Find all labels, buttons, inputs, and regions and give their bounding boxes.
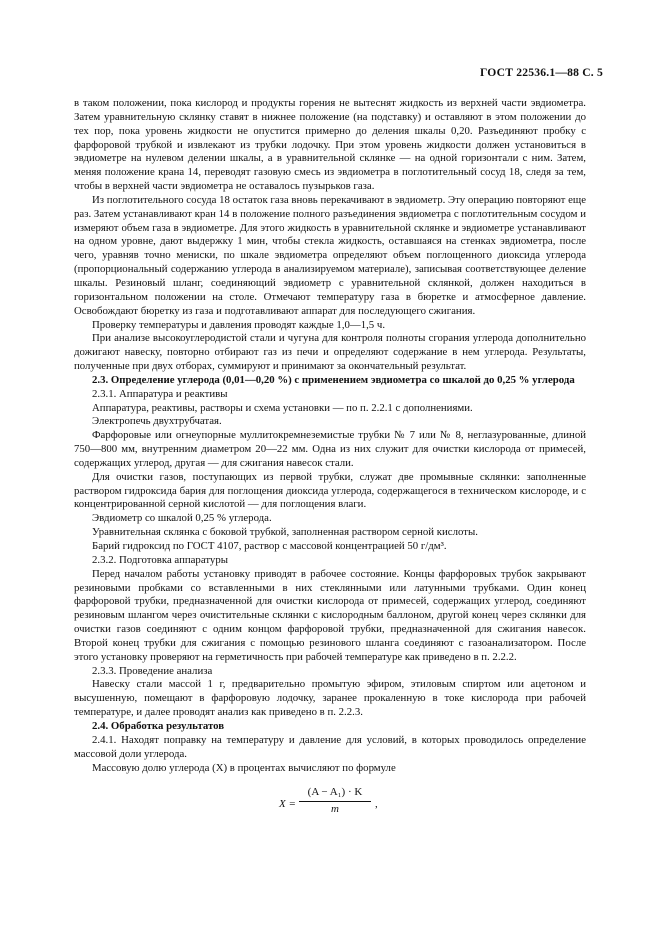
formula-lhs: X = xyxy=(279,798,296,811)
formula-fraction xyxy=(299,786,371,817)
formula-denominator: m xyxy=(331,803,339,816)
subsection-heading: 2.3.1. Аппаратура и реактивы xyxy=(92,387,228,400)
paragraph: Перед началом работы установку приводят в рабочее состояние. Концы фарфоровых трубок закрывают резиновыми пробками со вставленными в них стеклянными или латунными трубками. Один конец фарфоровой трубки, предназначенной для очистки кислорода от примесей, содержащих углерод, соединяют резиновым шлангом через очистительные склянки с кислородным баллоном, другой конец через склянки для очистки газов соединяют с одним концом фарфоровой трубки, предназначенной для сжигания навесок. Второй конец трубки для сжигания с помощью резинового шланга соединяют с газоанализатором. После этого установку проверяют на герметичность при рабочей температуре как приведено в п. 2.2.2. xyxy=(74,567,586,663)
paragraph: в таком положении, пока кислород и продукты горения не вытеснят жидкость из верхней части эвдиометра. Затем уравнительную склянку ставят в нижнее положение (на подставку) и оставляют в этом положении до тех пор, пока уровень жидкости не опустится примерно до деления шкалы 0,20. Разъединяют пробку с фарфоровой трубкой и извлекают из трубки лодочку. При этом уровень жидкости должен установиться в эвдиометре на нулевом делении шкалы, а в уравнительной склянке — на одной горизонтали с ним. Затем, меняя положение крана 14, переводят газовую смесь из эвдиометра в поглотительный сосуд 18, следя за тем, чтобы в верхней части эвдиометра не оставалось пузырьков газа. xyxy=(74,97,586,193)
paragraph: Из поглотительного сосуда 18 остаток газа вновь перекачивают в эвдиометр. Эту операцию повторяют еще раз. Затем устанавливают кран 14 в положение полного разъединения эвдиометра с поглотительным сосудом и измеряют объем газа в эвдиометре. Для этого жидкость в уравнительной склянке и эвдиометре устанавливают на одном уровне, дают выдержку 1 мин, чтобы стекла жидкость, оставшаяся на стенках эвдиометра, после чего, уравняв точно мениски, по шкале эвдиометра определяют объем поглощенного диоксида углерода (пропорциональный содержанию углерода в анализируемом материале), записывая соответствующее деление шкалы. Резиновый шланг, соединяющий эвдиометр с уравнительной склянкой, должен находиться в горизонтальном положении на столе. Отмечают температуру газа в бюретке и атмосферное давление. Освобождают бюретку из газа и подготавливают аппарат для последующего сжигания. xyxy=(74,193,586,317)
paragraph: При анализе высокоуглеродистой стали и чугуна для контроля полноты сгорания углерода дополнительно дожигают навеску, повторно отбирают газ из печи и определяют содержание в нем углерода. Результаты, полученные при двух отборах, суммируют и принимают за окончательный результат. xyxy=(74,332,586,373)
page-header: ГОСТ 22536.1—88 С. 5 xyxy=(480,66,603,79)
paragraph: Для очистки газов, поступающих из первой трубки, служат две промывные склянки: заполненные раствором гидроксида бария для поглощения диоксида углерода, содержащегося в техническом кислороде, и с концентрированной серной кислотой — для поглощения влаги. xyxy=(74,470,586,511)
formula-numerator: (A − A₁) · K xyxy=(299,786,371,802)
section-heading: 2.4. Обработка результатов xyxy=(92,719,225,732)
formula xyxy=(279,786,586,826)
paragraph: Электропечь двухтрубчатая. xyxy=(92,415,222,428)
formula-trailing: , xyxy=(375,798,378,811)
paragraph: Аппаратура, реактивы, растворы и схема установки — по п. 2.2.1 с дополнениями. xyxy=(92,401,473,414)
subsection-heading: 2.3.2. Подготовка аппаратуры xyxy=(92,553,228,566)
section-heading: 2.3. Определение углерода (0,01—0,20 %) с применением эвдиометра со шкалой до 0,25 % углерода xyxy=(92,373,575,386)
paragraph: Массовую долю углерода (X) в процентах вычисляют по формуле xyxy=(92,761,396,774)
paragraph: Фарфоровые или огнеупорные муллитокремнеземистые трубки № 7 или № 8, неглазурованные, длиной 750—800 мм, внутренним диаметром 20—22 мм. Одна из них служит для очистки кислорода от примесей, содержащих углерод, другая — для сжигания навесок стали. xyxy=(74,429,586,469)
paragraph: Барий гидроксид по ГОСТ 4107, раствор с массовой концентрацией 50 г/дм³. xyxy=(92,540,447,552)
subsection-heading: 2.3.3. Проведение анализа xyxy=(92,664,213,677)
document-body xyxy=(74,97,586,826)
paragraph: Проверку температуры и давления проводят каждые 1,0—1,5 ч. xyxy=(92,318,386,331)
paragraph: Навеску стали массой 1 г, предварительно промытую эфиром, этиловым спиртом или ацетоном и высушенную, помещают в фарфоровую лодочку, заранее прокаленную в токе кислорода при рабочей температуре, и далее проводят анализ как приведено в п. 2.2.3. xyxy=(74,678,586,719)
paragraph: Эвдиометр со шкалой 0,25 % углерода. xyxy=(92,512,272,525)
paragraph: Уравнительная склянка с боковой трубкой, заполненная раствором серной кислоты. xyxy=(92,526,478,539)
paragraph: 2.4.1. Находят поправку на температуру и давление для условий, в которых проводилось определение массовой доли углерода. xyxy=(74,733,586,760)
